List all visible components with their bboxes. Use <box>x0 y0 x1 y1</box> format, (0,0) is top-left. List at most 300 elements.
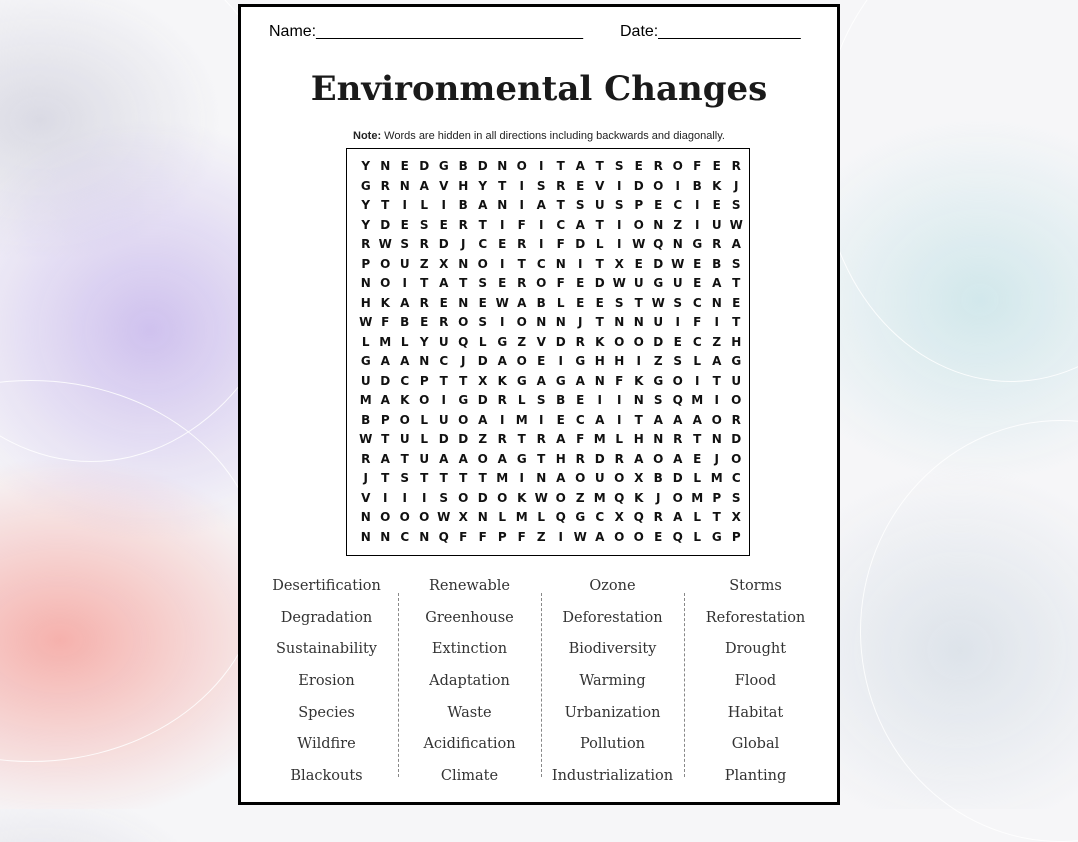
grid-letter: O <box>380 510 391 524</box>
grid-letter: E <box>400 159 409 173</box>
grid-letter: O <box>614 529 625 544</box>
grid-letter: E <box>576 393 585 407</box>
grid-letter: G <box>516 451 527 466</box>
grid-letter: R <box>731 159 741 173</box>
grid-letter: E <box>439 217 448 232</box>
grid-letter: B <box>458 198 468 212</box>
grid-letter: A <box>497 354 507 368</box>
grid-letter: O <box>614 334 625 349</box>
grid-letter: W <box>573 529 587 544</box>
grid-letter: U <box>438 412 449 427</box>
grid-letter: E <box>576 276 585 290</box>
word-bank-item: Desertification <box>272 578 381 594</box>
grid-letter: K <box>497 373 507 388</box>
grid-letter: G <box>438 159 449 173</box>
grid-letter: F <box>693 315 702 329</box>
grid-letter: E <box>576 178 585 193</box>
grid-letter: Q <box>633 510 644 524</box>
grid-letter: I <box>617 178 622 193</box>
grid-letter: U <box>594 471 605 485</box>
grid-letter: M <box>515 510 528 524</box>
name-field-label: Name:______________________________ <box>269 23 584 40</box>
grid-letter: Y <box>419 334 429 349</box>
grid-letter: O <box>672 490 683 505</box>
grid-letter: L <box>420 412 429 427</box>
grid-letter: I <box>675 315 680 329</box>
grid-letter: B <box>712 256 722 271</box>
grid-letter: D <box>633 178 644 193</box>
word-bank-item: Warming <box>579 673 646 690</box>
grid-letter: D <box>594 276 605 290</box>
grid-letter: Z <box>653 354 663 368</box>
grid-letter: H <box>633 432 644 446</box>
grid-letter: S <box>673 295 683 310</box>
grid-letter: V <box>536 334 546 349</box>
grid-letter: U <box>438 334 449 349</box>
grid-letter: T <box>459 373 468 388</box>
grid-letter: P <box>634 198 644 212</box>
grid-letter: T <box>595 256 604 271</box>
word-bank-item: Deforestation <box>562 609 663 626</box>
grid-letter: L <box>517 393 526 407</box>
grid-letter: U <box>360 373 371 388</box>
grid-letter: P <box>731 529 741 544</box>
word-bank-item: Acidification <box>423 736 516 753</box>
grid-letter: P <box>419 373 429 388</box>
grid-letter: S <box>653 393 663 407</box>
grid-letter: G <box>360 354 371 368</box>
grid-letter: V <box>595 178 605 193</box>
grid-letter: R <box>380 178 390 193</box>
grid-letter: D <box>575 237 586 251</box>
grid-letter: D <box>438 237 449 251</box>
grid-letter: A <box>575 217 585 232</box>
grid-letter: E <box>693 256 702 271</box>
grid-letter: C <box>692 334 702 349</box>
grid-letter: U <box>399 432 410 446</box>
grid-letter: T <box>634 412 643 427</box>
grid-letter: C <box>478 237 488 251</box>
grid-letter: C <box>731 471 741 485</box>
grid-letter: L <box>537 510 546 524</box>
grid-letter: E <box>576 295 585 310</box>
grid-letter: T <box>537 451 546 466</box>
grid-letter: A <box>556 432 566 446</box>
grid-letter: T <box>732 315 741 329</box>
grid-letter: A <box>595 529 605 544</box>
grid-letter: L <box>693 529 702 544</box>
word-bank-item: Biodiversity <box>568 641 657 658</box>
word-bank-item: Climate <box>440 768 499 785</box>
grid-letter: L <box>400 334 409 349</box>
grid-letter: P <box>361 256 371 271</box>
grid-letter: A <box>673 451 683 466</box>
grid-letter: N <box>497 159 508 173</box>
grid-letter: M <box>496 471 509 485</box>
grid-letter: R <box>575 334 585 349</box>
grid-letter: T <box>732 276 741 290</box>
grid-letter: N <box>711 295 722 310</box>
grid-letter: Z <box>712 334 722 349</box>
grid-letter: M <box>691 490 704 505</box>
grid-letter: D <box>380 373 391 388</box>
grid-letter: W <box>632 237 646 251</box>
grid-letter: J <box>363 471 368 485</box>
grid-letter: T <box>712 510 721 524</box>
grid-letter: A <box>380 393 390 407</box>
grid-letter: R <box>575 451 585 466</box>
grid-letter: H <box>360 295 371 310</box>
grid-letter: T <box>595 159 604 173</box>
word-bank-item: Extinction <box>431 641 508 658</box>
grid-letter: I <box>422 490 427 505</box>
grid-letter: G <box>653 276 664 290</box>
word-bank-item: Blackouts <box>290 768 363 785</box>
grid-letter: E <box>693 451 702 466</box>
grid-letter: O <box>516 159 527 173</box>
grid-letter: Y <box>361 198 371 212</box>
grid-letter: Q <box>438 529 449 544</box>
word-bank-item: Storms <box>729 578 782 594</box>
grid-letter: C <box>595 510 605 524</box>
grid-letter: C <box>673 198 683 212</box>
grid-letter: A <box>575 159 585 173</box>
grid-letter: N <box>653 432 664 446</box>
grid-letter: I <box>539 217 544 232</box>
grid-letter: T <box>595 217 604 232</box>
grid-letter: F <box>478 529 487 544</box>
word-bank-column <box>684 571 827 793</box>
grid-letter: A <box>380 354 390 368</box>
grid-letter: S <box>575 198 585 212</box>
word-bank-column <box>398 571 541 793</box>
grid-letter: K <box>634 373 644 388</box>
grid-letter: A <box>556 471 566 485</box>
grid-letter: E <box>498 276 507 290</box>
grid-letter: N <box>360 510 371 524</box>
grid-letter: O <box>419 393 430 407</box>
grid-letter: T <box>478 471 487 485</box>
grid-letter: E <box>732 295 741 310</box>
grid-letter: U <box>711 217 722 232</box>
grid-letter: U <box>731 373 742 388</box>
grid-letter: N <box>536 471 547 485</box>
grid-letter: W <box>359 432 373 446</box>
grid-letter: K <box>380 295 390 310</box>
grid-letter: I <box>539 237 544 251</box>
grid-letter: B <box>653 471 663 485</box>
grid-letter: E <box>498 237 507 251</box>
grid-letter: Q <box>653 237 664 251</box>
grid-letter: A <box>400 354 410 368</box>
grid-letter: A <box>380 451 390 466</box>
grid-letter: G <box>360 178 371 193</box>
grid-letter: N <box>477 510 488 524</box>
word-bank-item: Adaptation <box>429 673 510 690</box>
grid-letter: I <box>578 256 583 271</box>
grid-letter: N <box>614 315 625 329</box>
grid-letter: R <box>653 159 663 173</box>
grid-letter: Q <box>672 529 683 544</box>
word-bank-item: Reforestation <box>705 609 806 626</box>
grid-letter: I <box>519 178 524 193</box>
grid-letter: D <box>653 256 664 271</box>
grid-letter: I <box>636 354 641 368</box>
grid-letter: I <box>695 217 700 232</box>
grid-letter: T <box>400 451 409 466</box>
background-swirl <box>0 380 262 762</box>
grid-letter: Z <box>517 334 527 349</box>
grid-letter: O <box>555 490 566 505</box>
grid-letter: T <box>381 432 390 446</box>
grid-letter: N <box>399 178 410 193</box>
word-bank-item: Wildfire <box>297 736 356 753</box>
grid-letter: I <box>617 412 622 427</box>
grid-letter: A <box>536 373 546 388</box>
grid-letter: L <box>615 432 624 446</box>
grid-letter: Q <box>555 510 566 524</box>
word-bank-item: Global <box>731 736 780 753</box>
grid-letter: A <box>673 510 683 524</box>
grid-letter: S <box>614 159 624 173</box>
grid-letter: T <box>439 471 448 485</box>
grid-letter: L <box>498 510 507 524</box>
grid-letter: O <box>633 529 644 544</box>
grid-letter: W <box>495 295 509 310</box>
grid-letter: W <box>729 217 743 232</box>
grid-letter: N <box>711 432 722 446</box>
grid-letter: D <box>672 471 683 485</box>
word-bank-column <box>255 571 398 793</box>
grid-letter: F <box>556 276 565 290</box>
grid-letter: X <box>458 510 468 524</box>
grid-letter: S <box>614 295 624 310</box>
grid-letter: I <box>617 217 622 232</box>
grid-letter: H <box>594 354 605 368</box>
grid-letter: M <box>593 432 606 446</box>
grid-letter: N <box>594 373 605 388</box>
grid-letter: N <box>497 198 508 212</box>
grid-letter: H <box>555 451 566 466</box>
grid-letter: I <box>383 490 388 505</box>
grid-letter: Y <box>478 178 488 193</box>
grid-letter: I <box>617 393 622 407</box>
grid-letter: I <box>519 471 524 485</box>
grid-letter: I <box>597 393 602 407</box>
grid-letter: D <box>477 490 488 505</box>
grid-letter: L <box>693 471 702 485</box>
grid-letter: F <box>576 432 585 446</box>
grid-letter: A <box>595 412 605 427</box>
grid-letter: O <box>731 393 742 407</box>
grid-letter: I <box>500 315 505 329</box>
word-bank-item: Drought <box>724 641 787 658</box>
grid-letter: K <box>517 490 527 505</box>
grid-letter: G <box>516 373 527 388</box>
grid-letter: M <box>379 334 392 349</box>
grid-letter: I <box>695 198 700 212</box>
grid-letter: Z <box>419 256 429 271</box>
grid-letter: J <box>656 490 661 505</box>
grid-letter: J <box>461 354 466 368</box>
word-bank-item: Urbanization <box>564 704 661 721</box>
grid-letter: O <box>477 451 488 466</box>
grid-letter: X <box>731 510 741 524</box>
grid-letter: P <box>497 529 507 544</box>
grid-letter: O <box>458 412 469 427</box>
grid-letter: G <box>458 393 469 407</box>
grid-letter: K <box>400 393 410 407</box>
grid-letter: O <box>458 315 469 329</box>
grid-letter: B <box>556 393 566 407</box>
grid-letter: S <box>478 315 488 329</box>
grid-letter: R <box>536 432 546 446</box>
grid-letter: R <box>419 295 429 310</box>
grid-letter: X <box>439 256 449 271</box>
grid-letter: N <box>380 159 391 173</box>
grid-letter: T <box>498 178 507 193</box>
grid-letter: S <box>731 198 741 212</box>
grid-letter: O <box>419 510 430 524</box>
grid-letter: Z <box>673 217 683 232</box>
grid-letter: N <box>380 529 391 544</box>
grid-letter: U <box>419 451 430 466</box>
grid-letter: H <box>458 178 469 193</box>
grid-letter: T <box>420 471 429 485</box>
grid-letter: O <box>536 276 547 290</box>
grid-letter: I <box>519 198 524 212</box>
grid-letter: W <box>534 490 548 505</box>
grid-letter: E <box>595 295 604 310</box>
grid-letter: Z <box>536 529 546 544</box>
grid-letter: T <box>381 471 390 485</box>
grid-letter: T <box>634 295 643 310</box>
grid-letter: O <box>399 510 410 524</box>
grid-letter: S <box>478 276 488 290</box>
grid-letter: D <box>458 432 469 446</box>
grid-letter: G <box>575 354 586 368</box>
note-label: Note: <box>353 130 382 142</box>
grid-letter: T <box>381 198 390 212</box>
grid-letter: A <box>517 295 527 310</box>
grid-letter: E <box>537 354 546 368</box>
word-bank-item: Erosion <box>298 673 355 690</box>
word-bank-item: Industrialization <box>551 768 674 785</box>
grid-letter: S <box>400 471 410 485</box>
grid-letter: O <box>380 256 391 271</box>
grid-letter: M <box>593 490 606 505</box>
grid-letter: G <box>575 510 586 524</box>
grid-letter: F <box>615 373 624 388</box>
grid-letter: C <box>692 295 702 310</box>
grid-letter: N <box>360 276 371 290</box>
grid-letter: E <box>634 159 643 173</box>
grid-letter: W <box>359 315 373 329</box>
grid-letter: B <box>692 178 702 193</box>
grid-letter: I <box>402 198 407 212</box>
grid-letter: M <box>359 393 372 407</box>
grid-letter: O <box>633 334 644 349</box>
grid-letter: S <box>400 237 410 251</box>
grid-letter: Z <box>575 490 585 505</box>
grid-letter: D <box>594 451 605 466</box>
grid-letter: S <box>419 217 429 232</box>
grid-letter: E <box>478 295 487 310</box>
grid-letter: Q <box>614 490 625 505</box>
grid-letter: X <box>634 471 644 485</box>
grid-letter: I <box>500 217 505 232</box>
grid-letter: O <box>633 217 644 232</box>
grid-letter: L <box>693 354 702 368</box>
grid-letter: O <box>458 490 469 505</box>
grid-letter: L <box>556 295 565 310</box>
grid-letter: N <box>419 354 430 368</box>
grid-letter: E <box>673 334 682 349</box>
grid-letter: R <box>731 412 741 427</box>
grid-letter: I <box>500 256 505 271</box>
grid-letter: N <box>672 237 683 251</box>
grid-letter: L <box>595 237 604 251</box>
grid-letter: D <box>380 217 391 232</box>
grid-letter: R <box>361 451 371 466</box>
grid-letter: S <box>731 256 741 271</box>
grid-letter: E <box>439 295 448 310</box>
grid-letter: R <box>673 432 683 446</box>
grid-letter: E <box>556 412 565 427</box>
grid-letter: A <box>536 198 546 212</box>
grid-letter: G <box>711 529 722 544</box>
grid-letter: N <box>536 315 547 329</box>
grid-letter: U <box>672 276 683 290</box>
grid-letter: T <box>517 432 526 446</box>
grid-letter: D <box>438 432 449 446</box>
word-bank-item: Habitat <box>727 704 784 721</box>
grid-letter: R <box>419 237 429 251</box>
grid-letter: X <box>614 510 624 524</box>
grid-letter: Q <box>458 334 469 349</box>
grid-letter: C <box>575 412 585 427</box>
grid-letter: R <box>556 178 566 193</box>
grid-letter: I <box>441 198 446 212</box>
grid-letter: N <box>458 256 469 271</box>
grid-letter: I <box>558 529 563 544</box>
grid-letter: E <box>634 256 643 271</box>
grid-letter: C <box>400 529 410 544</box>
grid-letter: N <box>458 295 469 310</box>
grid-letter: W <box>612 276 626 290</box>
grid-letter: D <box>731 432 742 446</box>
grid-letter: F <box>459 529 468 544</box>
word-bank-item: Greenhouse <box>425 609 514 626</box>
grid-letter: L <box>478 334 487 349</box>
grid-letter: T <box>439 373 448 388</box>
grid-letter: M <box>515 412 528 427</box>
grid-letter: X <box>478 373 488 388</box>
grid-letter: U <box>399 256 410 271</box>
grid-letter: O <box>672 159 683 173</box>
grid-letter: L <box>361 334 370 349</box>
grid-letter: I <box>675 178 680 193</box>
grid-letter: A <box>497 451 507 466</box>
grid-letter: C <box>439 354 449 368</box>
grid-letter: R <box>497 393 507 407</box>
grid-letter: O <box>672 373 683 388</box>
grid-letter: M <box>710 471 723 485</box>
background-swirl <box>860 420 1078 842</box>
grid-letter: W <box>437 510 451 524</box>
word-bank-item: Degradation <box>280 609 373 626</box>
grid-letter: T <box>459 276 468 290</box>
